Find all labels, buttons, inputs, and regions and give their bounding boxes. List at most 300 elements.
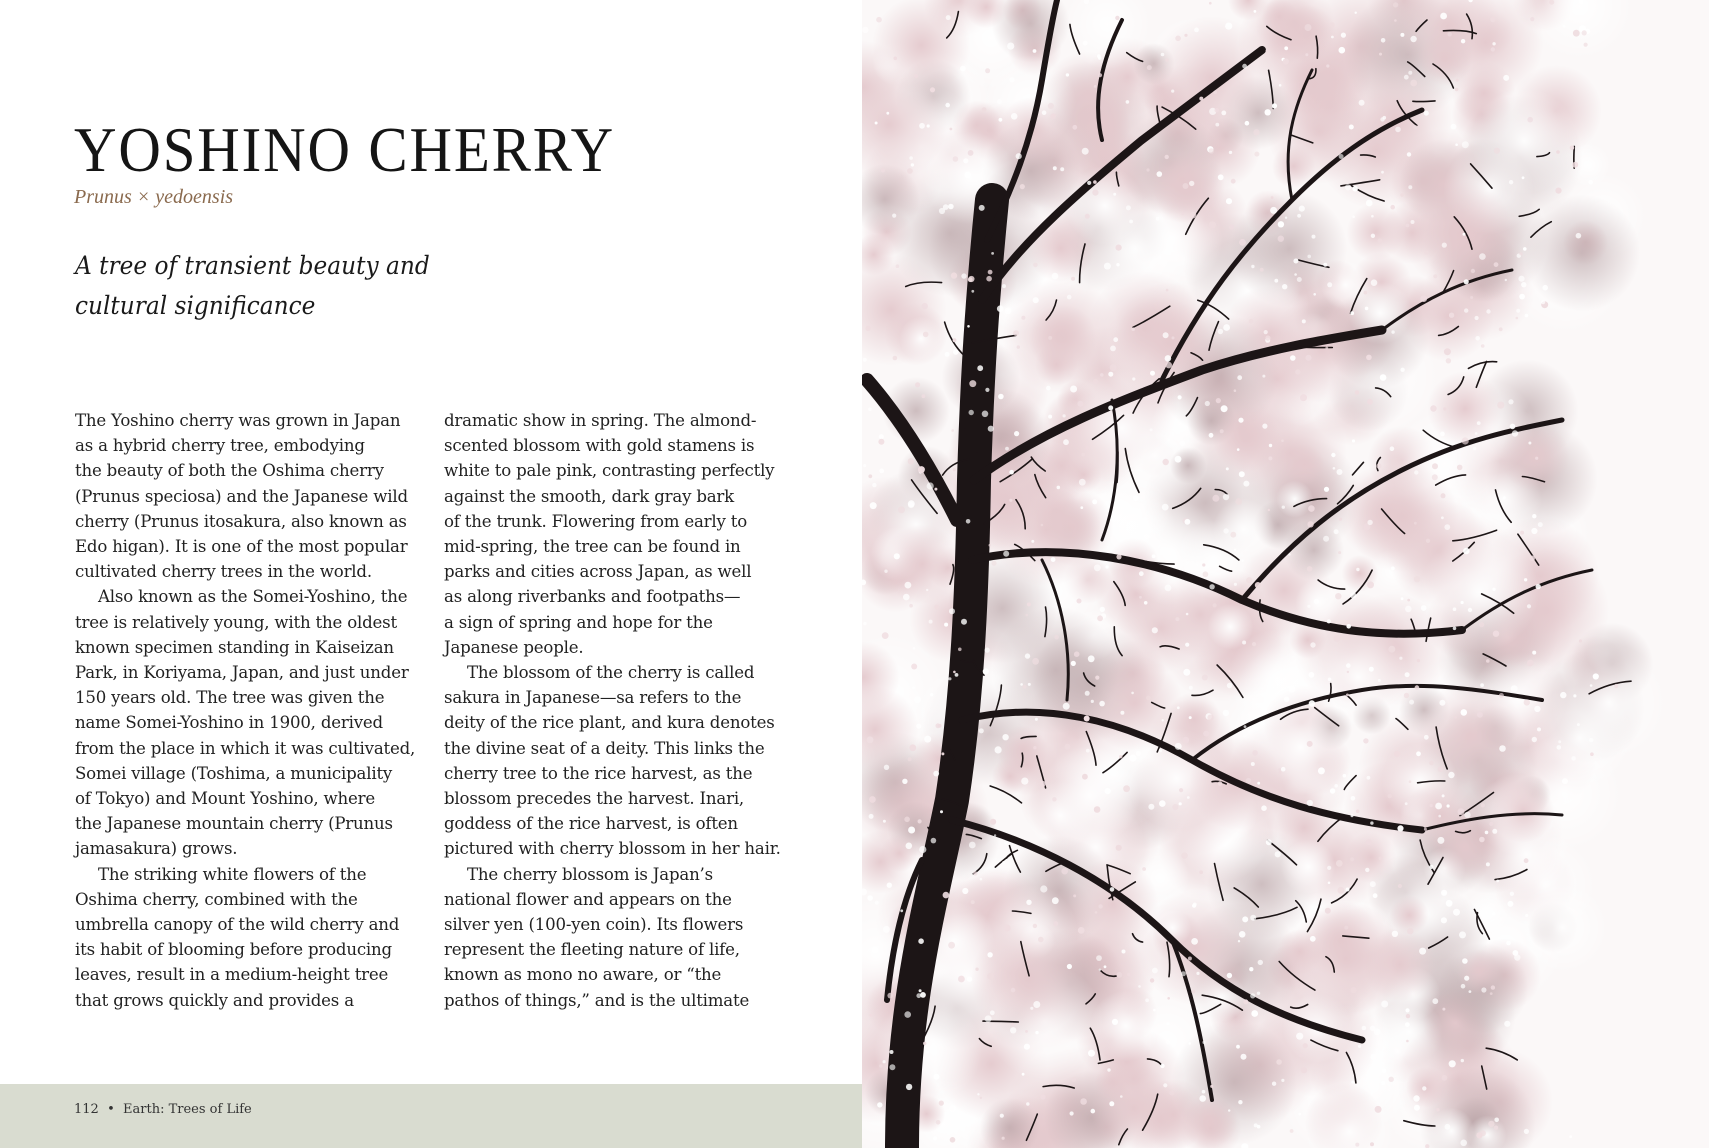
blossom-petal	[1481, 344, 1485, 348]
blossom-petal	[1261, 805, 1267, 811]
right-page	[862, 0, 1709, 1148]
blossom-petal	[958, 648, 962, 652]
blossom-petal	[1159, 749, 1162, 752]
blossom-petal	[1295, 369, 1300, 374]
blossom-petal	[1523, 247, 1527, 251]
blossom-petal	[1281, 767, 1286, 772]
blossom-petal	[1367, 520, 1372, 525]
blossom-petal	[909, 744, 916, 751]
blossom-petal	[1542, 285, 1548, 291]
body-paragraph	[444, 862, 794, 1013]
blossom-petal	[1095, 676, 1099, 680]
blossom-cluster	[1523, 195, 1640, 312]
blossom-petal	[1538, 522, 1543, 527]
blossom-petal	[908, 757, 912, 761]
blossom-petal	[1366, 200, 1373, 207]
body-line: white to pale pink, contrasting perfectly	[444, 461, 775, 481]
blossom-petal	[1453, 909, 1460, 916]
blossom-petal	[1300, 394, 1307, 401]
blossom-petal	[1191, 938, 1198, 945]
blossom-petal	[1492, 42, 1495, 45]
body-line: its habit of blooming before producing	[75, 940, 392, 960]
blossom-petal	[1228, 1109, 1230, 1111]
blossom-petal	[1376, 463, 1381, 468]
blossom-petal	[1123, 785, 1130, 792]
blossom-petal	[1309, 672, 1315, 678]
blossom-petal	[968, 150, 974, 156]
blossom-petal	[1190, 212, 1197, 219]
blossom-petal	[1252, 750, 1258, 756]
blossom-petal	[1367, 399, 1373, 405]
blossom-petal	[870, 502, 877, 509]
blossom-petal	[1088, 1050, 1095, 1057]
blossom-petal	[1284, 46, 1288, 50]
blossom-petal	[1397, 825, 1403, 831]
blossom-petal	[1288, 553, 1290, 555]
body-line: that grows quickly and provides a	[75, 990, 354, 1010]
blossom-petal	[980, 878, 983, 881]
body-line: deity of the rice plant, and kura denotes	[444, 713, 775, 733]
blossom-petal	[951, 272, 957, 278]
blossom-petal	[1410, 80, 1417, 87]
body-line: against the smooth, dark gray bark	[444, 486, 735, 506]
blossom-petal	[985, 648, 990, 653]
body-line: from the place in which it was cultivated,	[75, 738, 416, 758]
blossom-petal	[967, 976, 972, 981]
blossom-petal	[1226, 467, 1229, 470]
body-paragraph	[444, 660, 794, 862]
blossom-petal	[1003, 924, 1010, 931]
blossom-petal	[1446, 900, 1453, 907]
blossom-petal	[877, 1102, 882, 1107]
blossom-petal	[1395, 127, 1401, 133]
blossom-petal	[1226, 198, 1232, 204]
blossom-petal	[867, 736, 874, 743]
body-line: cultivated cherry trees in the world.	[75, 562, 372, 582]
blossom-petal	[1414, 1105, 1420, 1111]
blossom-petal	[919, 989, 922, 992]
blossom-petal	[1215, 123, 1219, 127]
blossom-petal	[1067, 964, 1072, 969]
blossom-petal	[1456, 79, 1459, 82]
blossom-petal	[887, 883, 892, 888]
blossom-petal	[1499, 327, 1503, 331]
blossom-petal	[900, 909, 903, 912]
blossom-petal	[1026, 614, 1029, 617]
blossom-petal	[1448, 772, 1454, 778]
blossom-petal	[1479, 837, 1485, 843]
blossom-petal	[1181, 971, 1186, 976]
body-line: Park, in Koriyama, Japan, and just under	[75, 663, 409, 683]
blossom-petal	[1002, 861, 1005, 864]
blossom-petal	[882, 632, 889, 639]
blossom-petal	[1530, 17, 1534, 21]
blossom-petal	[1560, 692, 1566, 698]
blossom-petal	[1389, 1077, 1394, 1082]
blossom-petal	[1165, 355, 1172, 362]
body-line: Somei village (Toshima, a municipality	[75, 763, 393, 783]
blossom-petal	[933, 771, 939, 777]
blossom-petal	[1355, 12, 1357, 14]
blossom-petal	[1104, 965, 1107, 968]
blossom-petal	[1061, 868, 1068, 875]
blossom-petal	[1573, 30, 1580, 37]
blossom-petal	[1375, 1106, 1382, 1113]
blossom-petal	[1265, 335, 1270, 340]
body-column-1	[75, 408, 425, 1013]
blossom-petal	[1522, 176, 1525, 179]
blossom-petal	[924, 736, 931, 743]
blossom-petal	[1370, 881, 1376, 887]
blossom-petal	[1009, 499, 1012, 502]
blossom-petal	[1257, 782, 1260, 785]
blossom-petal	[1063, 703, 1070, 710]
body-line: leaves, result in a medium-height tree	[75, 965, 389, 985]
blossom-petal	[1238, 940, 1240, 942]
blossom-petal	[969, 380, 976, 387]
blossom-petal	[1333, 467, 1336, 470]
body-line: Oshima cherry, combined with the	[75, 889, 358, 909]
blossom-petal	[1499, 745, 1506, 752]
blossom-petal	[1529, 556, 1535, 562]
blossom-petal	[1021, 778, 1028, 785]
blossom-petal	[1488, 1121, 1494, 1127]
blossom-petal	[1132, 377, 1135, 380]
blossom-petal	[1346, 694, 1349, 697]
blossom-petal	[1163, 459, 1169, 465]
blossom-petal	[1035, 1031, 1038, 1034]
blossom-petal	[1459, 931, 1466, 938]
blossom-petal	[1131, 692, 1134, 695]
blossom-petal	[1066, 73, 1069, 76]
blossom-petal	[1491, 985, 1495, 989]
blossom-petal	[1305, 53, 1308, 56]
blossom-petal	[966, 519, 971, 524]
blossom-petal	[1475, 336, 1480, 341]
blossom-petal	[1078, 927, 1085, 934]
blossom-petal	[894, 553, 900, 559]
blossom-petal	[1251, 265, 1254, 268]
twig	[1413, 101, 1435, 102]
blossom-petal	[985, 1015, 992, 1022]
blossom-petal	[1290, 1129, 1294, 1133]
blossom-petal	[1092, 499, 1097, 504]
twig	[1468, 362, 1496, 369]
blossom-petal	[1301, 1067, 1307, 1073]
blossom-petal	[1532, 651, 1536, 655]
blossom-petal	[977, 1093, 979, 1095]
blossom-petal	[958, 976, 965, 983]
blossom-petal	[1447, 804, 1450, 807]
blossom-petal	[1347, 671, 1349, 673]
blossom-petal	[1023, 685, 1027, 689]
blossom-petal	[1334, 784, 1338, 788]
blossom-petal	[1511, 685, 1518, 692]
blossom-petal	[1038, 937, 1044, 943]
blossom-petal	[1379, 857, 1383, 861]
blossom-petal	[1024, 1044, 1030, 1050]
blossom-petal	[1413, 125, 1417, 129]
blossom-petal	[1339, 518, 1342, 521]
blossom-petal	[1070, 386, 1077, 393]
blossom-petal	[1442, 1075, 1448, 1081]
blossom-petal	[940, 810, 943, 813]
blossom-petal	[1527, 604, 1531, 608]
blossom-petal	[1481, 987, 1486, 992]
blossom-petal	[1179, 802, 1182, 805]
blossom-petal	[1490, 17, 1496, 23]
blossom-petal	[1461, 984, 1466, 989]
blossom-petal	[931, 838, 937, 844]
blossom-petal	[1527, 660, 1534, 667]
blossom-petal	[1099, 969, 1101, 971]
blossom-petal	[1094, 564, 1101, 571]
blossom-petal	[1577, 723, 1580, 726]
blossom-petal	[971, 290, 974, 293]
blossom-petal	[1477, 421, 1481, 425]
blossom-petal	[1419, 948, 1426, 955]
body-line: the beauty of both the Oshima cherry	[75, 461, 384, 481]
blossom-petal	[1091, 1109, 1096, 1114]
tagline	[75, 246, 466, 326]
blossom-petal	[1379, 53, 1382, 56]
blossom-petal	[1346, 624, 1351, 629]
blossom-petal	[934, 1074, 940, 1080]
blossom-petal	[1126, 100, 1130, 104]
blossom-petal	[1188, 1042, 1191, 1045]
blossom-petal	[1442, 794, 1445, 797]
blossom-petal	[1242, 916, 1248, 922]
blossom-petal	[1116, 845, 1122, 851]
blossom-petal	[1447, 32, 1452, 37]
blossom-petal	[1116, 263, 1119, 266]
blossom-petal	[1370, 821, 1373, 824]
blossom-petal	[1313, 293, 1316, 296]
blossom-petal	[1405, 1022, 1410, 1027]
blossom-petal	[919, 846, 926, 853]
blossom-petal	[1225, 23, 1232, 30]
blossom-petal	[1426, 539, 1430, 543]
blossom-petal	[1097, 615, 1103, 621]
blossom-petal	[914, 696, 921, 703]
blossom-cluster	[1492, 781, 1554, 843]
blossom-petal	[1033, 49, 1037, 53]
blossom-petal	[1393, 2, 1398, 7]
blossom-petal	[1189, 716, 1192, 719]
blossom-petal	[1435, 803, 1442, 810]
blossom-petal	[1161, 53, 1165, 57]
body-paragraph	[75, 862, 425, 1013]
blossom-petal	[948, 942, 955, 949]
blossom-petal	[1213, 603, 1217, 607]
blossom-petal	[930, 693, 933, 696]
blossom-petal	[1272, 1082, 1276, 1086]
blossom-petal	[1422, 1086, 1426, 1090]
blossom-petal	[903, 594, 910, 601]
blossom-petal	[883, 1060, 886, 1063]
blossom-petal	[1432, 474, 1438, 480]
body-line: known as mono no aware, or “the	[444, 965, 722, 985]
blossom-petal	[1080, 506, 1083, 509]
body-line: scented blossom with gold stamens is	[444, 436, 755, 456]
blossom-petal	[1464, 976, 1469, 981]
blossom-petal	[1444, 348, 1451, 355]
blossom-petal	[1053, 921, 1058, 926]
blossom-petal	[1163, 332, 1169, 338]
blossom-petal	[1166, 289, 1169, 292]
blossom-petal	[1184, 34, 1187, 37]
blossom-petal	[1033, 746, 1036, 749]
blossom-petal	[1025, 653, 1030, 658]
blossom-petal	[1499, 693, 1504, 698]
blossom-petal	[1088, 655, 1095, 662]
blossom-petal	[1014, 431, 1019, 436]
blossom-petal	[1196, 972, 1199, 975]
blossom-petal	[1510, 424, 1516, 430]
blossom-petal	[1183, 669, 1190, 676]
blossom-petal	[887, 993, 893, 999]
body-paragraph	[444, 408, 794, 660]
blossom-petal	[875, 901, 879, 905]
blossom-petal	[915, 382, 920, 387]
blossom-petal	[918, 938, 924, 944]
blossom-petal	[1473, 447, 1476, 450]
blossom-petal	[1246, 778, 1251, 783]
blossom-petal	[1011, 113, 1018, 120]
blossom-petal	[1040, 1094, 1045, 1099]
blossom-petal	[948, 204, 954, 210]
blossom-petal	[1185, 519, 1191, 525]
blossom-petal	[1129, 755, 1136, 762]
body-line: known specimen standing in Kaiseizan	[75, 637, 394, 657]
blossom-petal	[1077, 401, 1083, 407]
blossom-petal	[1202, 563, 1205, 566]
blossom-petal	[1312, 235, 1316, 239]
blossom-petal	[1110, 364, 1117, 371]
blossom-petal	[1250, 915, 1256, 921]
blossom-petal	[945, 352, 950, 357]
blossom-petal	[1227, 683, 1233, 689]
blossom-petal	[1257, 992, 1260, 995]
blossom-petal	[1497, 402, 1504, 409]
blossom-petal	[1212, 495, 1219, 502]
blossom-petal	[1307, 800, 1313, 806]
blossom-petal	[1524, 1129, 1529, 1134]
blossom-cluster	[899, 317, 943, 361]
blossom-petal	[1218, 174, 1224, 180]
blossom-petal	[927, 124, 930, 127]
blossom-petal	[1294, 273, 1297, 276]
blossom-petal	[1525, 314, 1529, 318]
blossom-petal	[1162, 719, 1164, 721]
blossom-petal	[1239, 239, 1246, 246]
blossom-petal	[1275, 851, 1281, 857]
blossom-petal	[1414, 522, 1417, 525]
blossom-petal	[1084, 716, 1090, 722]
blossom-petal	[1165, 155, 1169, 159]
section-name: Earth: Trees of Life	[123, 1102, 252, 1117]
blossom-petal	[1285, 217, 1287, 219]
blossom-petal	[884, 570, 887, 573]
blossom-petal	[878, 439, 884, 445]
blossom-petal	[1413, 1095, 1419, 1101]
blossom-petal	[1409, 700, 1414, 705]
blossom-petal	[1524, 578, 1527, 581]
blossom-cluster	[1282, 56, 1344, 118]
blossom-petal	[1490, 992, 1493, 995]
blossom-petal	[869, 796, 876, 803]
blossom-petal	[1080, 1098, 1087, 1105]
blossom-petal	[1172, 804, 1178, 810]
blossom-petal	[1221, 405, 1228, 412]
blossom-petal	[1199, 97, 1203, 101]
blossom-petal	[1188, 957, 1192, 961]
blossom-petal	[991, 561, 996, 566]
blossom-petal	[1150, 371, 1155, 376]
blossom-petal	[1534, 706, 1540, 712]
blossom-petal	[1614, 684, 1618, 688]
body-line: jamasakura) grows.	[75, 839, 238, 859]
blossom-petal	[1524, 858, 1529, 863]
blossom-petal	[876, 17, 882, 23]
blossom-petal	[1033, 297, 1039, 303]
blossom-petal	[918, 819, 922, 823]
blossom-petal	[1351, 796, 1356, 801]
blossom-petal	[1299, 1113, 1302, 1116]
blossom-petal	[1494, 262, 1499, 267]
blossom-petal	[1350, 857, 1354, 861]
blossom-petal	[1266, 49, 1269, 52]
blossom-petal	[1274, 279, 1278, 283]
body-line: pathos of things,” and is the ultimate	[444, 990, 750, 1010]
blossom-petal	[1284, 697, 1290, 703]
blossom-petal	[1053, 166, 1057, 170]
blossom-petal	[1516, 309, 1520, 313]
body-line: Edo higan). It is one of the most popular	[75, 537, 408, 557]
tagline-line: cultural significance	[75, 291, 316, 320]
blossom-cluster	[1091, 1065, 1178, 1148]
blossom-petal	[1266, 839, 1272, 845]
blossom-petal	[1166, 1040, 1170, 1044]
body-line: dramatic show in spring. The almond-	[444, 411, 757, 430]
blossom-petal	[1492, 912, 1496, 916]
blossom-petal	[933, 1136, 937, 1140]
blossom-petal	[953, 338, 957, 342]
blossom-petal	[1032, 658, 1039, 665]
blossom-petal	[953, 349, 959, 355]
cherry-tree-illustration	[862, 0, 1709, 1148]
blossom-petal	[1257, 1125, 1261, 1129]
blossom-petal	[1469, 990, 1472, 993]
blossom-petal	[869, 814, 874, 819]
blossom-petal	[1239, 931, 1246, 938]
blossom-petal	[1367, 581, 1374, 588]
body-line: a sign of spring and hope for the	[444, 612, 713, 632]
blossom-petal	[1336, 860, 1343, 867]
blossom-petal	[1251, 1010, 1258, 1017]
blossom-petal	[1380, 374, 1387, 381]
blossom-petal	[868, 407, 872, 411]
blossom-petal	[1455, 88, 1459, 92]
blossom-petal	[1404, 75, 1409, 80]
blossom-petal	[1492, 829, 1497, 834]
blossom-petal	[1288, 686, 1295, 693]
blossom-petal	[1209, 584, 1214, 589]
blossom-petal	[875, 122, 878, 125]
blossom-petal	[1325, 347, 1328, 350]
blossom-petal	[1152, 968, 1158, 974]
blossom-petal	[1352, 439, 1355, 442]
